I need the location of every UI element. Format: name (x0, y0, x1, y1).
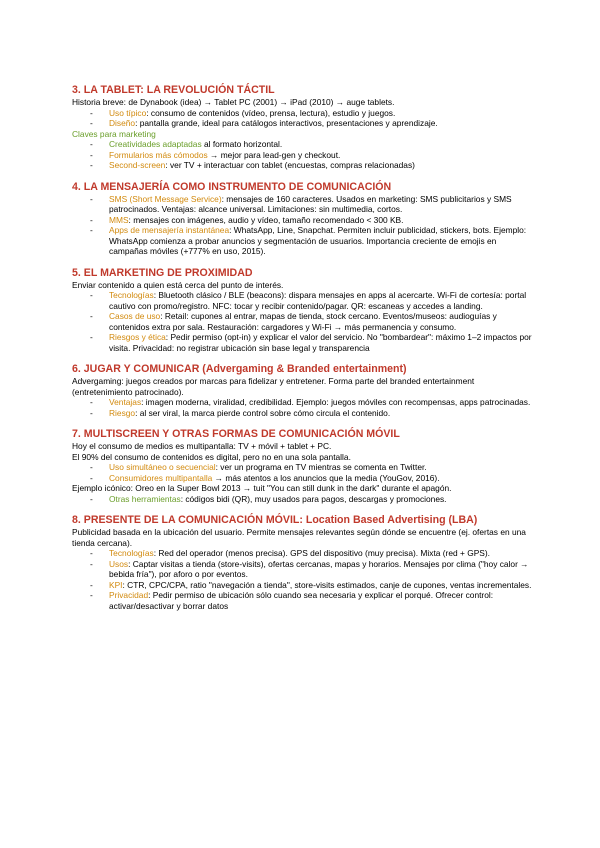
item-text: : Captar visitas a tienda (store-visits), ofertas cercanas, mapas y horarios. Mensajes por clima ("hoy calor → bebida fría"), por aforo o por eventos. (109, 558, 529, 579)
item-text: : mensajes de 160 caracteres. Usados en marketing: SMS publicitarios y SMS patrocinados. Ventajas: alcance universal. Limitaciones: sin multimedia, cortos. (109, 193, 512, 214)
bullet-list (72, 139, 532, 171)
paragraph: El 90% del consumo de contenidos es digital, pero no en una sola pantalla. (72, 451, 351, 462)
list-item (90, 225, 532, 257)
paragraph: Ejemplo icónico: Oreo en la Super Bowl 2013 → tuit "You can still dunk in the dark" durante el apagón. (72, 483, 452, 493)
bullet-list (72, 290, 532, 353)
item-text: : pantalla grande, ideal para catálogos interactivos, presentaciones y aprendizaje. (135, 118, 438, 128)
list-item (90, 150, 532, 161)
list-item (90, 590, 532, 611)
list-item (90, 332, 532, 353)
item-key: Diseño (109, 118, 136, 128)
section-lba (72, 514, 532, 611)
item-text: : Bluetooth clásico / BLE (beacons): dispara mensajes en apps al acercarte. Wi-Fi de cortesía: portal cautivo con promo/registro. NFC: tocar y recibir contenido/pagar. QR: escaneas y accedes a landing. (109, 290, 527, 311)
paragraph: Historia breve: de Dynabook (idea) → Tablet PC (2001) → iPad (2010) → auge tablets. (72, 97, 395, 107)
item-key: Tecnologías (109, 290, 154, 300)
list-item (90, 139, 532, 150)
paragraph: Enviar contenido a quien está cerca del punto de interés. (72, 279, 284, 290)
item-key: Riesgo (109, 407, 136, 418)
item-text: → mejor para lead-gen y checkout. (207, 149, 341, 160)
item-text: : CTR, CPC/CPA, ratio "navegación a tienda", store-visits estimados, canje de cupones, ventas incrementales. (122, 579, 532, 590)
section-title: 3. LA TABLET: LA REVOLUCIÓN TÁCTIL (72, 84, 275, 96)
section-advergaming (72, 363, 532, 418)
item-key: Second-screen (109, 160, 166, 170)
item-key: Ventajas (109, 397, 142, 407)
item-key: Casos de uso (109, 311, 161, 321)
list-item (90, 494, 532, 505)
list-item (90, 215, 532, 226)
section-multiscreen (72, 428, 532, 504)
list-item (90, 408, 532, 419)
item-text: al formato horizontal. (201, 139, 283, 149)
item-key: Tecnologías (109, 548, 154, 558)
list-item (90, 473, 532, 484)
list-item (90, 290, 532, 311)
list-item (90, 160, 532, 171)
list-item (90, 580, 532, 591)
bullet-list (72, 194, 532, 257)
item-key: Consumidores multipantalla (109, 472, 213, 483)
section-title: 6. JUGAR Y COMUNICAR (Advergaming & Branded entertainment) (72, 363, 407, 375)
section-title: 8. PRESENTE DE LA COMUNICACIÓN MÓVIL: Location Based Advertising (LBA) (72, 514, 478, 526)
item-key: MMS (109, 214, 129, 225)
item-text: : ver TV + interactuar con tablet (encuestas, compras relacionadas) (165, 160, 415, 170)
bullet-list (72, 462, 532, 483)
item-text: : mensajes con imágenes, audio y vídeo, tamaño recomendado < 300 KB. (128, 214, 404, 225)
list-item (90, 311, 532, 332)
item-text: : Red del operador (menos precisa). GPS del dispositivo (muy precisa). Mixta (red + GPS). (153, 548, 490, 558)
list-item (90, 118, 532, 129)
bullet-list (72, 397, 532, 418)
document-page (72, 84, 532, 621)
item-key: Privacidad (109, 590, 149, 600)
item-text: : Pedir permiso de ubicación sólo cuando sea necesaria y explicar el porqué. Ofrecer control: activar/desactivar y borrar datos (109, 590, 494, 611)
section-messaging (72, 181, 532, 257)
section-title: 4. LA MENSAJERÍA COMO INSTRUMENTO DE COMUNICACIÓN (72, 180, 392, 193)
paragraph: Advergaming: juegos creados por marcas para fidelizar y entretener. Forma parte del branded entertainment (entretenimiento patrocinado). (72, 376, 475, 397)
item-text: : imagen moderna, viralidad, credibilidad. Ejemplo: juegos móviles con recompensas, apps patrocinadas. (141, 397, 531, 407)
item-text: : consumo de contenidos (vídeo, prensa, lectura), estudio y juegos. (146, 107, 396, 118)
section-proximity (72, 267, 532, 354)
item-text: : WhatsApp, Line, Snapchat. Permiten incluir publicidad, stickers, bots. Ejemplo: WhatsApp comienza a probar anuncios y segmentación de usuarios. Importancia creciente de emojis en campañas móviles (+777% en uso, 2015). (109, 225, 527, 256)
item-key: Riesgos y ética (109, 332, 166, 342)
item-text: : códigos bidi (QR), muy usados para pagos, descargas y promociones. (180, 493, 447, 504)
item-text: : Retail: cupones al entrar, mapas de tienda, stock cercano. Eventos/museos: audioguías y contenidos extra por sala. Restauración: cargadores y Wi-Fi → más permanencia y consumo. (109, 311, 497, 332)
item-key: Otras herramientas (109, 493, 181, 504)
item-key: Creatividades adaptadas (109, 139, 202, 149)
list-item (90, 194, 532, 215)
paragraph: Hoy el consumo de medios es multipantalla: TV + móvil + tablet + PC. (72, 441, 332, 451)
bullet-list (72, 494, 532, 505)
list-item (90, 559, 532, 580)
item-text: : ver un programa en TV mientras se comenta en Twitter. (215, 462, 427, 472)
subheading: Claves para marketing (72, 128, 156, 139)
section-title: 7. MULTISCREEN Y OTRAS FORMAS DE COMUNICACIÓN MÓVIL (72, 428, 400, 440)
list-item (90, 108, 532, 119)
list-item (90, 397, 532, 408)
list-item (90, 548, 532, 559)
paragraph: Publicidad basada en la ubicación del usuario. Permite mensajes relevantes según dónde se encuentre (ej. ofertas en una tienda cercana). (72, 527, 526, 548)
bullet-list (72, 548, 532, 611)
item-key: Usos (109, 558, 129, 569)
section-title: 5. EL MARKETING DE PROXIMIDAD (72, 266, 253, 279)
item-text: : al ser viral, la marca pierde control sobre cómo circula el contenido. (135, 407, 391, 418)
item-key: SMS (Short Message Service) (109, 193, 222, 204)
bullet-list (72, 108, 532, 129)
item-key: Uso simultáneo o secuencial (109, 462, 216, 472)
list-item (90, 462, 532, 473)
item-text: : Pedir permiso (opt-in) y explicar el valor del servicio. No "bombardear": máximo 1–2 impactos por visita. Privacidad: no registrar ubicación sin base legal y transparencia (109, 332, 532, 353)
item-key: Formularios más cómodos (109, 149, 208, 160)
item-key: KPI (109, 579, 123, 590)
item-key: Apps de mensajería instantánea (109, 225, 230, 235)
item-text: → más atentos a los anuncios que la media (YouGov, 2016). (212, 472, 440, 483)
section-tablet (72, 84, 532, 171)
item-key: Uso típico (109, 107, 147, 118)
